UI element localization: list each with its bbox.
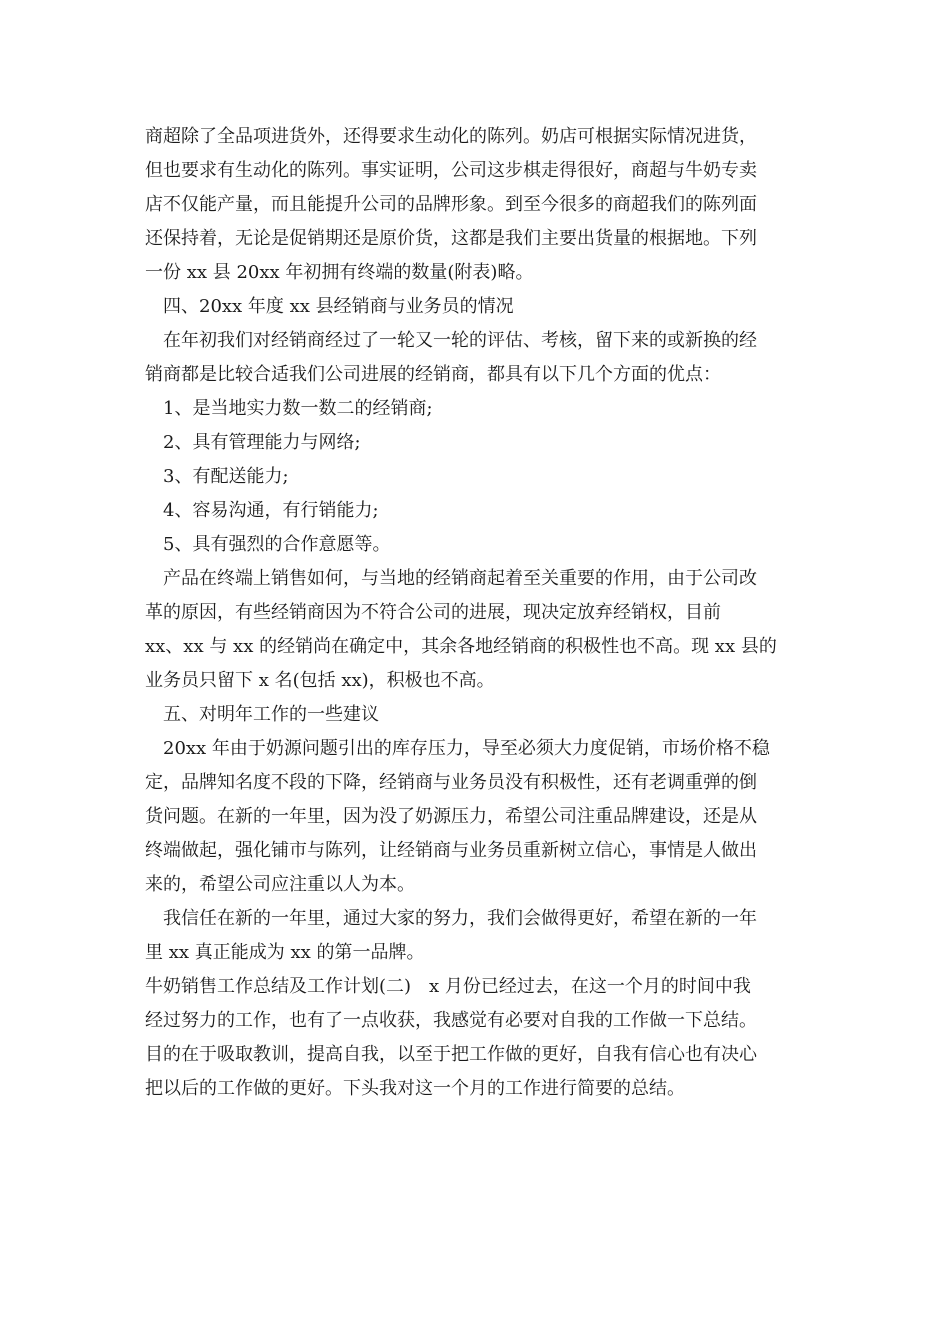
text-line: xx、xx 与 xx 的经销尚在确定中，其余各地经销商的积极性也不高。现 xx 县的 (145, 636, 777, 657)
text-line: 一份 xx 县 20xx 年初拥有终端的数量(附表)略。 (145, 262, 534, 283)
text-line: 产品在终端上销售如何，与当地的经销商起着至关重要的作用，由于公司改 (163, 568, 757, 589)
text-line: 商超除了全品项进货外，还得要求生动化的陈列。奶店可根据实际情况进货， (145, 126, 757, 147)
text-line: 终端做起，强化铺市与陈列，让经销商与业务员重新树立信心，事情是人做出 (145, 840, 757, 861)
section-heading: 四、20xx 年度 xx 县经销商与业务员的情况 (163, 296, 514, 317)
text-line: 在年初我们对经销商经过了一轮又一轮的评估、考核，留下来的或新换的经 (163, 330, 757, 351)
text-line: 定，品牌知名度不段的下降，经销商与业务员没有积极性，还有老调重弹的倒 (145, 772, 757, 793)
text-line: 革的原因，有些经销商因为不符合公司的进展，现决定放弃经销权，目前 (145, 602, 721, 623)
text-line: 来的，希望公司应注重以人为本。 (145, 874, 415, 895)
document-title-line: 牛奶销售工作总结及工作计划(二) x 月份已经过去，在这一个月的时间中我 (145, 976, 751, 997)
text-line: 但也要求有生动化的陈列。事实证明，公司这步棋走得很好，商超与牛奶专卖 (145, 160, 757, 181)
text-line: 货问题。在新的一年里，因为没了奶源压力，希望公司注重品牌建设，还是从 (145, 806, 757, 827)
list-item: 4、容易沟通，有行销能力; (163, 500, 379, 521)
list-item: 5、具有强烈的合作意愿等。 (163, 534, 391, 555)
text-line: 目的在于吸取教训，提高自我，以至于把工作做的更好，自我有信心也有决心 (145, 1044, 757, 1065)
list-item: 2、具有管理能力与网络; (163, 432, 361, 453)
text-line: 把以后的工作做的更好。下头我对这一个月的工作进行简要的总结。 (145, 1078, 685, 1099)
list-item: 3、有配送能力; (163, 466, 289, 487)
text-line: 店不仅能产量，而且能提升公司的品牌形象。到至今很多的商超我们的陈列面 (145, 194, 757, 215)
section-heading: 五、对明年工作的一些建议 (163, 704, 379, 725)
text-line: 还保持着，无论是促销期还是原价货，这都是我们主要出货量的根据地。下列 (145, 228, 757, 249)
document-body (145, 120, 805, 1106)
list-item: 1、是当地实力数一数二的经销商; (163, 398, 433, 419)
text-line: 我信任在新的一年里，通过大家的努力，我们会做得更好，希望在新的一年 (163, 908, 757, 929)
text-line: 销商都是比较合适我们公司进展的经销商，都具有以下几个方面的优点： (145, 364, 721, 385)
text-line: 20xx 年由于奶源问题引出的库存压力，导至必须大力度促销，市场价格不稳 (163, 738, 770, 759)
text-line: 里 xx 真正能成为 xx 的第一品牌。 (145, 942, 425, 963)
text-line: 业务员只留下 x 名(包括 xx)，积极也不高。 (145, 670, 495, 691)
text-line: 经过努力的工作，也有了一点收获，我感觉有必要对自我的工作做一下总结。 (145, 1010, 757, 1031)
